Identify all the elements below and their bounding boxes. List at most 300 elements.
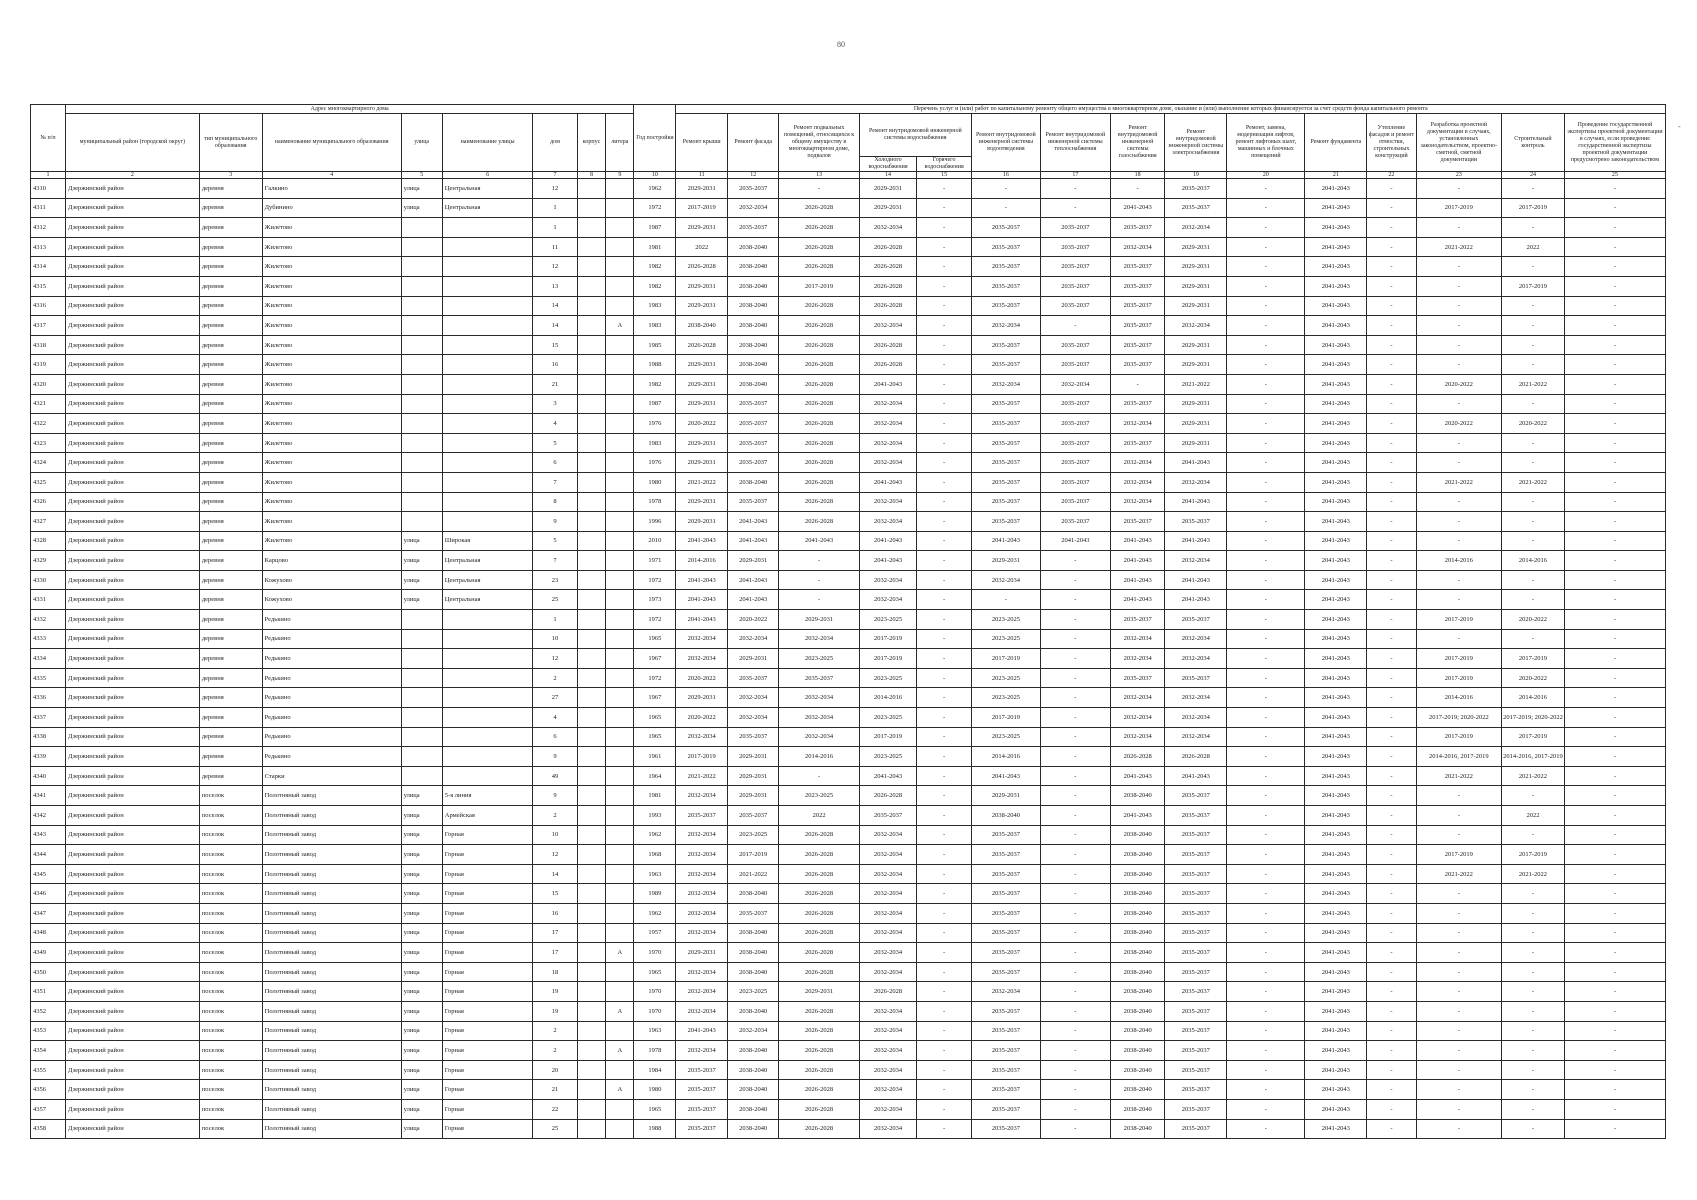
header-construction-control: Строительный контроль bbox=[1502, 114, 1565, 172]
cell-state-expertise: - bbox=[1564, 845, 1665, 865]
cell-letter bbox=[606, 1021, 634, 1041]
cell-street-name bbox=[442, 708, 533, 728]
cell-cold-water: 2017-2019 bbox=[859, 727, 917, 747]
cell-building bbox=[577, 610, 606, 630]
cell-electricity: 2032-2034 bbox=[1165, 472, 1227, 492]
cell-state-expertise: - bbox=[1564, 1021, 1665, 1041]
cell-insulation: - bbox=[1367, 1021, 1416, 1041]
cell-street-type: улица bbox=[401, 1080, 442, 1100]
cell-heating: - bbox=[1040, 570, 1110, 590]
cell-district: Дзержинский район bbox=[66, 962, 200, 982]
cell-letter bbox=[606, 472, 634, 492]
cell-heating: - bbox=[1040, 825, 1110, 845]
cell-row-index: 4357 bbox=[31, 1099, 66, 1119]
cell-design-docs: - bbox=[1416, 962, 1501, 982]
cell-drainage: 2035-2037 bbox=[971, 414, 1040, 434]
cell-cold-water: 2032-2034 bbox=[859, 962, 917, 982]
cell-electricity: 2035-2037 bbox=[1165, 1021, 1227, 1041]
cell-house-number: 12 bbox=[533, 649, 577, 669]
cell-heating: - bbox=[1040, 903, 1110, 923]
cell-basement-repair: 2029-2031 bbox=[779, 982, 859, 1002]
cell-hot-water: - bbox=[917, 316, 972, 336]
cell-drainage: 2023-2025 bbox=[971, 727, 1040, 747]
cell-design-docs: - bbox=[1416, 335, 1501, 355]
column-number: 4 bbox=[262, 172, 401, 179]
cell-basement-repair: 2014-2016 bbox=[779, 747, 859, 767]
cell-roof-repair: 2032-2034 bbox=[676, 864, 727, 884]
cell-design-docs: 2021-2022 bbox=[1416, 237, 1501, 257]
cell-municipality-type: поселок bbox=[199, 864, 262, 884]
cell-year-built: 1993 bbox=[634, 806, 676, 826]
cell-street-type bbox=[401, 335, 442, 355]
cell-state-expertise: - bbox=[1564, 649, 1665, 669]
cell-heating: - bbox=[1040, 845, 1110, 865]
cell-year-built: 1965 bbox=[634, 629, 676, 649]
cell-electricity: 2035-2037 bbox=[1165, 1041, 1227, 1061]
cell-building bbox=[577, 962, 606, 982]
cell-drainage: 2032-2034 bbox=[971, 374, 1040, 394]
cell-municipality-type: поселок bbox=[199, 1060, 262, 1080]
cell-municipality-name: Жилетово bbox=[262, 374, 401, 394]
cell-roof-repair: 2020-2022 bbox=[676, 668, 727, 688]
cell-district: Дзержинский район bbox=[66, 590, 200, 610]
cell-letter: А bbox=[606, 943, 634, 963]
cell-street-name bbox=[442, 335, 533, 355]
cell-foundation: 2041-2043 bbox=[1305, 962, 1367, 982]
cell-insulation: - bbox=[1367, 198, 1416, 218]
cell-gas: 2035-2037 bbox=[1110, 257, 1165, 277]
cell-facade-repair: 2035-2037 bbox=[727, 179, 778, 199]
cell-street-name: Горная bbox=[442, 903, 533, 923]
cell-elevators: - bbox=[1227, 433, 1305, 453]
cell-heating: - bbox=[1040, 1099, 1110, 1119]
cell-house-number: 9 bbox=[533, 747, 577, 767]
cell-roof-repair: 2032-2034 bbox=[676, 629, 727, 649]
cell-hot-water: - bbox=[917, 414, 972, 434]
cell-insulation: - bbox=[1367, 433, 1416, 453]
cell-basement-repair: 2035-2037 bbox=[779, 668, 859, 688]
cell-street-type bbox=[401, 316, 442, 336]
cell-design-docs: - bbox=[1416, 825, 1501, 845]
cell-cold-water: 2032-2034 bbox=[859, 1041, 917, 1061]
cell-electricity: 2029-2031 bbox=[1165, 257, 1227, 277]
cell-design-docs: - bbox=[1416, 276, 1501, 296]
cell-state-expertise: - bbox=[1564, 374, 1665, 394]
cell-design-docs: 2017-2019; 2020-2022 bbox=[1416, 708, 1501, 728]
cell-drainage: 2023-2025 bbox=[971, 610, 1040, 630]
cell-street-type: улица bbox=[401, 1099, 442, 1119]
cell-municipality-name: Жилетово bbox=[262, 237, 401, 257]
cell-row-index: 4315 bbox=[31, 276, 66, 296]
cell-row-index: 4337 bbox=[31, 708, 66, 728]
cell-facade-repair: 2038-2040 bbox=[727, 374, 778, 394]
cell-facade-repair: 2038-2040 bbox=[727, 1080, 778, 1100]
cell-design-docs: 2014-2016 bbox=[1416, 688, 1501, 708]
cell-drainage: 2035-2037 bbox=[971, 433, 1040, 453]
table-row bbox=[31, 1099, 1666, 1119]
cell-design-docs: - bbox=[1416, 433, 1501, 453]
cell-electricity: 2032-2034 bbox=[1165, 629, 1227, 649]
table-row bbox=[31, 708, 1666, 728]
cell-gas: - bbox=[1110, 374, 1165, 394]
cell-heating: 2035-2037 bbox=[1040, 296, 1110, 316]
cell-building bbox=[577, 766, 606, 786]
cell-foundation: 2041-2043 bbox=[1305, 590, 1367, 610]
cell-street-type bbox=[401, 766, 442, 786]
table-row bbox=[31, 727, 1666, 747]
cell-gas: 2038-2040 bbox=[1110, 825, 1165, 845]
cell-letter bbox=[606, 688, 634, 708]
cell-heating: 2041-2043 bbox=[1040, 531, 1110, 551]
cell-elevators: - bbox=[1227, 943, 1305, 963]
cell-basement-repair: 2041-2043 bbox=[779, 531, 859, 551]
cell-gas: 2038-2040 bbox=[1110, 845, 1165, 865]
cell-drainage: 2023-2025 bbox=[971, 629, 1040, 649]
cell-roof-repair: 2017-2019 bbox=[676, 747, 727, 767]
cell-row-index: 4332 bbox=[31, 610, 66, 630]
cell-house-number: 27 bbox=[533, 688, 577, 708]
cell-street-type: улица bbox=[401, 590, 442, 610]
cell-elevators: - bbox=[1227, 786, 1305, 806]
cell-municipality-name: Жилетово bbox=[262, 512, 401, 532]
cell-foundation: 2041-2043 bbox=[1305, 864, 1367, 884]
cell-house-number: 20 bbox=[533, 1060, 577, 1080]
column-number: 16 bbox=[971, 172, 1040, 179]
cell-heating: - bbox=[1040, 629, 1110, 649]
cell-construction-control: 2014-2016 bbox=[1502, 688, 1565, 708]
cell-building bbox=[577, 688, 606, 708]
cell-state-expertise: - bbox=[1564, 766, 1665, 786]
cell-electricity: 2035-2037 bbox=[1165, 179, 1227, 199]
cell-roof-repair: 2032-2034 bbox=[676, 845, 727, 865]
table-row bbox=[31, 590, 1666, 610]
cell-building bbox=[577, 806, 606, 826]
cell-municipality-name: Редькино bbox=[262, 649, 401, 669]
cell-foundation: 2041-2043 bbox=[1305, 806, 1367, 826]
cell-letter bbox=[606, 786, 634, 806]
cell-roof-repair: 2032-2034 bbox=[676, 786, 727, 806]
cell-municipality-type: деревня bbox=[199, 688, 262, 708]
cell-electricity: 2035-2037 bbox=[1165, 825, 1227, 845]
cell-letter bbox=[606, 179, 634, 199]
cell-letter bbox=[606, 1060, 634, 1080]
cell-municipality-name: Жилетово bbox=[262, 218, 401, 238]
cell-street-type: улица bbox=[401, 923, 442, 943]
cell-municipality-name: Жилетово bbox=[262, 296, 401, 316]
cell-municipality-type: деревня bbox=[199, 551, 262, 571]
cell-cold-water: 2026-2028 bbox=[859, 335, 917, 355]
cell-insulation: - bbox=[1367, 1099, 1416, 1119]
cell-construction-control: - bbox=[1502, 884, 1565, 904]
cell-gas: 2032-2034 bbox=[1110, 472, 1165, 492]
cell-design-docs: - bbox=[1416, 786, 1501, 806]
cell-house-number: 25 bbox=[533, 590, 577, 610]
cell-street-type bbox=[401, 668, 442, 688]
cell-street-type: улица bbox=[401, 864, 442, 884]
cell-electricity: 2041-2043 bbox=[1165, 531, 1227, 551]
cell-letter bbox=[606, 492, 634, 512]
cell-insulation: - bbox=[1367, 708, 1416, 728]
cell-foundation: 2041-2043 bbox=[1305, 747, 1367, 767]
cell-construction-control: - bbox=[1502, 296, 1565, 316]
cell-facade-repair: 2017-2019 bbox=[727, 845, 778, 865]
cell-municipality-type: поселок bbox=[199, 825, 262, 845]
cell-foundation: 2041-2043 bbox=[1305, 1080, 1367, 1100]
cell-municipality-name: Полотняный завод bbox=[262, 786, 401, 806]
cell-letter bbox=[606, 218, 634, 238]
cell-hot-water: - bbox=[917, 296, 972, 316]
cell-year-built: 2010 bbox=[634, 531, 676, 551]
cell-construction-control: - bbox=[1502, 903, 1565, 923]
cell-street-name: Горная bbox=[442, 1119, 533, 1139]
cell-street-type: улица bbox=[401, 825, 442, 845]
cell-elevators: - bbox=[1227, 903, 1305, 923]
cell-district: Дзержинский район bbox=[66, 923, 200, 943]
cell-district: Дзержинский район bbox=[66, 453, 200, 473]
cell-municipality-name: Жилетово bbox=[262, 335, 401, 355]
header-municipality-name: наименование муниципального образования bbox=[262, 114, 401, 172]
cell-heating: 2035-2037 bbox=[1040, 355, 1110, 375]
cell-municipality-type: деревня bbox=[199, 747, 262, 767]
cell-house-number: 11 bbox=[533, 237, 577, 257]
cell-electricity: 2035-2037 bbox=[1165, 198, 1227, 218]
cell-state-expertise: - bbox=[1564, 806, 1665, 826]
cell-street-type bbox=[401, 453, 442, 473]
cell-facade-repair: 2032-2034 bbox=[727, 629, 778, 649]
cell-basement-repair: 2026-2028 bbox=[779, 923, 859, 943]
header-basement-repair: Ремонт подвальных помещений, относящихся к общему имуществу в многоквартирном доме, подвалов bbox=[779, 114, 859, 172]
cell-electricity: 2021-2022 bbox=[1165, 374, 1227, 394]
cell-street-type: улица bbox=[401, 943, 442, 963]
cell-municipality-type: поселок bbox=[199, 943, 262, 963]
cell-insulation: - bbox=[1367, 884, 1416, 904]
cell-elevators: - bbox=[1227, 1060, 1305, 1080]
cell-gas: 2038-2040 bbox=[1110, 982, 1165, 1002]
cell-basement-repair: 2026-2028 bbox=[779, 512, 859, 532]
cell-row-index: 4358 bbox=[31, 1119, 66, 1139]
cell-electricity: 2035-2037 bbox=[1165, 1060, 1227, 1080]
cell-gas: 2041-2043 bbox=[1110, 590, 1165, 610]
cell-year-built: 1967 bbox=[634, 649, 676, 669]
cell-gas: 2035-2037 bbox=[1110, 276, 1165, 296]
cell-drainage: 2032-2034 bbox=[971, 982, 1040, 1002]
cell-insulation: - bbox=[1367, 179, 1416, 199]
cell-elevators: - bbox=[1227, 806, 1305, 826]
cell-gas: 2041-2043 bbox=[1110, 806, 1165, 826]
cell-municipality-type: поселок bbox=[199, 1001, 262, 1021]
cell-elevators: - bbox=[1227, 884, 1305, 904]
cell-municipality-type: деревня bbox=[199, 472, 262, 492]
cell-construction-control: 2017-2019; 2020-2022 bbox=[1502, 708, 1565, 728]
cell-municipality-type: поселок bbox=[199, 884, 262, 904]
cell-foundation: 2041-2043 bbox=[1305, 845, 1367, 865]
cell-drainage: 2035-2037 bbox=[971, 884, 1040, 904]
table-row bbox=[31, 198, 1666, 218]
cell-design-docs: 2021-2022 bbox=[1416, 472, 1501, 492]
cell-insulation: - bbox=[1367, 825, 1416, 845]
cell-basement-repair: 2026-2028 bbox=[779, 237, 859, 257]
cell-district: Дзержинский район bbox=[66, 708, 200, 728]
cell-street-type: улица bbox=[401, 1041, 442, 1061]
cell-drainage: 2035-2037 bbox=[971, 1099, 1040, 1119]
cell-construction-control: 2014-2016, 2017-2019 bbox=[1502, 747, 1565, 767]
column-number: 13 bbox=[779, 172, 859, 179]
cell-roof-repair: 2032-2034 bbox=[676, 903, 727, 923]
cell-roof-repair: 2029-2031 bbox=[676, 374, 727, 394]
cell-street-type: улица bbox=[401, 962, 442, 982]
cell-street-name: Горная bbox=[442, 1021, 533, 1041]
cell-row-index: 4317 bbox=[31, 316, 66, 336]
cell-foundation: 2041-2043 bbox=[1305, 825, 1367, 845]
column-number: 22 bbox=[1367, 172, 1416, 179]
cell-design-docs: 2020-2022 bbox=[1416, 414, 1501, 434]
cell-municipality-type: деревня bbox=[199, 374, 262, 394]
cell-year-built: 1982 bbox=[634, 374, 676, 394]
cell-roof-repair: 2035-2037 bbox=[676, 806, 727, 826]
cell-house-number: 4 bbox=[533, 414, 577, 434]
cell-street-name: Горная bbox=[442, 1080, 533, 1100]
cell-insulation: - bbox=[1367, 786, 1416, 806]
cell-heating: 2035-2037 bbox=[1040, 453, 1110, 473]
cell-roof-repair: 2041-2043 bbox=[676, 590, 727, 610]
cell-elevators: - bbox=[1227, 276, 1305, 296]
cell-design-docs: 2017-2019 bbox=[1416, 649, 1501, 669]
cell-street-type bbox=[401, 374, 442, 394]
cell-heating: 2035-2037 bbox=[1040, 472, 1110, 492]
cell-building bbox=[577, 316, 606, 336]
cell-electricity: 2035-2037 bbox=[1165, 845, 1227, 865]
cell-state-expertise: - bbox=[1564, 864, 1665, 884]
cell-basement-repair: 2026-2028 bbox=[779, 414, 859, 434]
cell-year-built: 1982 bbox=[634, 257, 676, 277]
cell-building bbox=[577, 276, 606, 296]
cell-roof-repair: 2026-2028 bbox=[676, 335, 727, 355]
cell-municipality-type: деревня bbox=[199, 590, 262, 610]
table-row bbox=[31, 1060, 1666, 1080]
cell-insulation: - bbox=[1367, 1041, 1416, 1061]
cell-state-expertise: - bbox=[1564, 943, 1665, 963]
cell-street-type bbox=[401, 355, 442, 375]
cell-basement-repair: - bbox=[779, 179, 859, 199]
cell-municipality-type: деревня bbox=[199, 296, 262, 316]
cell-cold-water: 2032-2034 bbox=[859, 903, 917, 923]
cell-foundation: 2041-2043 bbox=[1305, 374, 1367, 394]
cell-cold-water: 2023-2025 bbox=[859, 747, 917, 767]
cell-elevators: - bbox=[1227, 453, 1305, 473]
cell-basement-repair: 2026-2028 bbox=[779, 1099, 859, 1119]
cell-hot-water: - bbox=[917, 982, 972, 1002]
cell-heating: - bbox=[1040, 806, 1110, 826]
cell-municipality-name: Дубинино bbox=[262, 198, 401, 218]
cell-year-built: 1973 bbox=[634, 590, 676, 610]
cell-house-number: 8 bbox=[533, 492, 577, 512]
cell-heating: - bbox=[1040, 884, 1110, 904]
cell-roof-repair: 2029-2031 bbox=[676, 218, 727, 238]
cell-state-expertise: - bbox=[1564, 316, 1665, 336]
cell-cold-water: 2032-2034 bbox=[859, 590, 917, 610]
cell-row-index: 4329 bbox=[31, 551, 66, 571]
table-row bbox=[31, 335, 1666, 355]
cell-municipality-type: деревня bbox=[199, 531, 262, 551]
cell-house-number: 9 bbox=[533, 786, 577, 806]
cell-drainage: 2017-2019 bbox=[971, 649, 1040, 669]
cell-municipality-name: Жилетово bbox=[262, 531, 401, 551]
cell-foundation: 2041-2043 bbox=[1305, 668, 1367, 688]
cell-municipality-type: деревня bbox=[199, 355, 262, 375]
cell-state-expertise: - bbox=[1564, 1099, 1665, 1119]
cell-electricity: 2035-2037 bbox=[1165, 806, 1227, 826]
cell-gas: 2041-2043 bbox=[1110, 198, 1165, 218]
cell-construction-control: - bbox=[1502, 531, 1565, 551]
cell-facade-repair: 2038-2040 bbox=[727, 962, 778, 982]
cell-construction-control: - bbox=[1502, 629, 1565, 649]
cell-row-index: 4341 bbox=[31, 786, 66, 806]
cell-municipality-type: деревня bbox=[199, 610, 262, 630]
cell-design-docs: - bbox=[1416, 923, 1501, 943]
cell-foundation: 2041-2043 bbox=[1305, 1099, 1367, 1119]
cell-cold-water: 2032-2034 bbox=[859, 414, 917, 434]
cell-cold-water: 2029-2031 bbox=[859, 179, 917, 199]
cell-facade-repair: 2023-2025 bbox=[727, 982, 778, 1002]
cell-house-number: 19 bbox=[533, 1001, 577, 1021]
cell-building bbox=[577, 531, 606, 551]
cell-elevators: - bbox=[1227, 335, 1305, 355]
cell-roof-repair: 2029-2031 bbox=[676, 276, 727, 296]
cell-cold-water: 2023-2025 bbox=[859, 668, 917, 688]
cell-elevators: - bbox=[1227, 316, 1305, 336]
cell-design-docs: - bbox=[1416, 1080, 1501, 1100]
header-district: муниципальный район (городской округ) bbox=[66, 114, 200, 172]
cell-gas: 2032-2034 bbox=[1110, 688, 1165, 708]
cell-year-built: 1983 bbox=[634, 296, 676, 316]
cell-letter: А bbox=[606, 316, 634, 336]
cell-gas: 2035-2037 bbox=[1110, 218, 1165, 238]
cell-facade-repair: 2038-2040 bbox=[727, 884, 778, 904]
cell-gas: 2038-2040 bbox=[1110, 903, 1165, 923]
cell-facade-repair: 2038-2040 bbox=[727, 355, 778, 375]
cell-street-type bbox=[401, 610, 442, 630]
cell-heating: - bbox=[1040, 316, 1110, 336]
column-number: 10 bbox=[634, 172, 676, 179]
cell-building bbox=[577, 982, 606, 1002]
cell-row-index: 4347 bbox=[31, 903, 66, 923]
cell-hot-water: - bbox=[917, 943, 972, 963]
cell-electricity: 2035-2037 bbox=[1165, 923, 1227, 943]
cell-street-name: Центральная bbox=[442, 551, 533, 571]
cell-district: Дзержинский район bbox=[66, 296, 200, 316]
cell-facade-repair: 2029-2031 bbox=[727, 747, 778, 767]
cell-gas: 2038-2040 bbox=[1110, 884, 1165, 904]
cell-municipality-name: Редькино bbox=[262, 727, 401, 747]
cell-street-name bbox=[442, 453, 533, 473]
cell-electricity: 2032-2034 bbox=[1165, 649, 1227, 669]
cell-row-index: 4331 bbox=[31, 590, 66, 610]
cell-house-number: 23 bbox=[533, 570, 577, 590]
cell-letter bbox=[606, 296, 634, 316]
cell-design-docs: 2017-2019 bbox=[1416, 668, 1501, 688]
cell-construction-control: - bbox=[1502, 492, 1565, 512]
cell-letter bbox=[606, 864, 634, 884]
table-row bbox=[31, 786, 1666, 806]
cell-row-index: 4356 bbox=[31, 1080, 66, 1100]
cell-construction-control: 2017-2019 bbox=[1502, 649, 1565, 669]
cell-heating: - bbox=[1040, 962, 1110, 982]
cell-heating: - bbox=[1040, 923, 1110, 943]
table-row bbox=[31, 923, 1666, 943]
cell-design-docs: - bbox=[1416, 982, 1501, 1002]
header-design-docs: Разработка проектной документации в случаях, установленных законодательством, проектно-сметной, сметной документации bbox=[1416, 114, 1501, 172]
cell-insulation: - bbox=[1367, 551, 1416, 571]
